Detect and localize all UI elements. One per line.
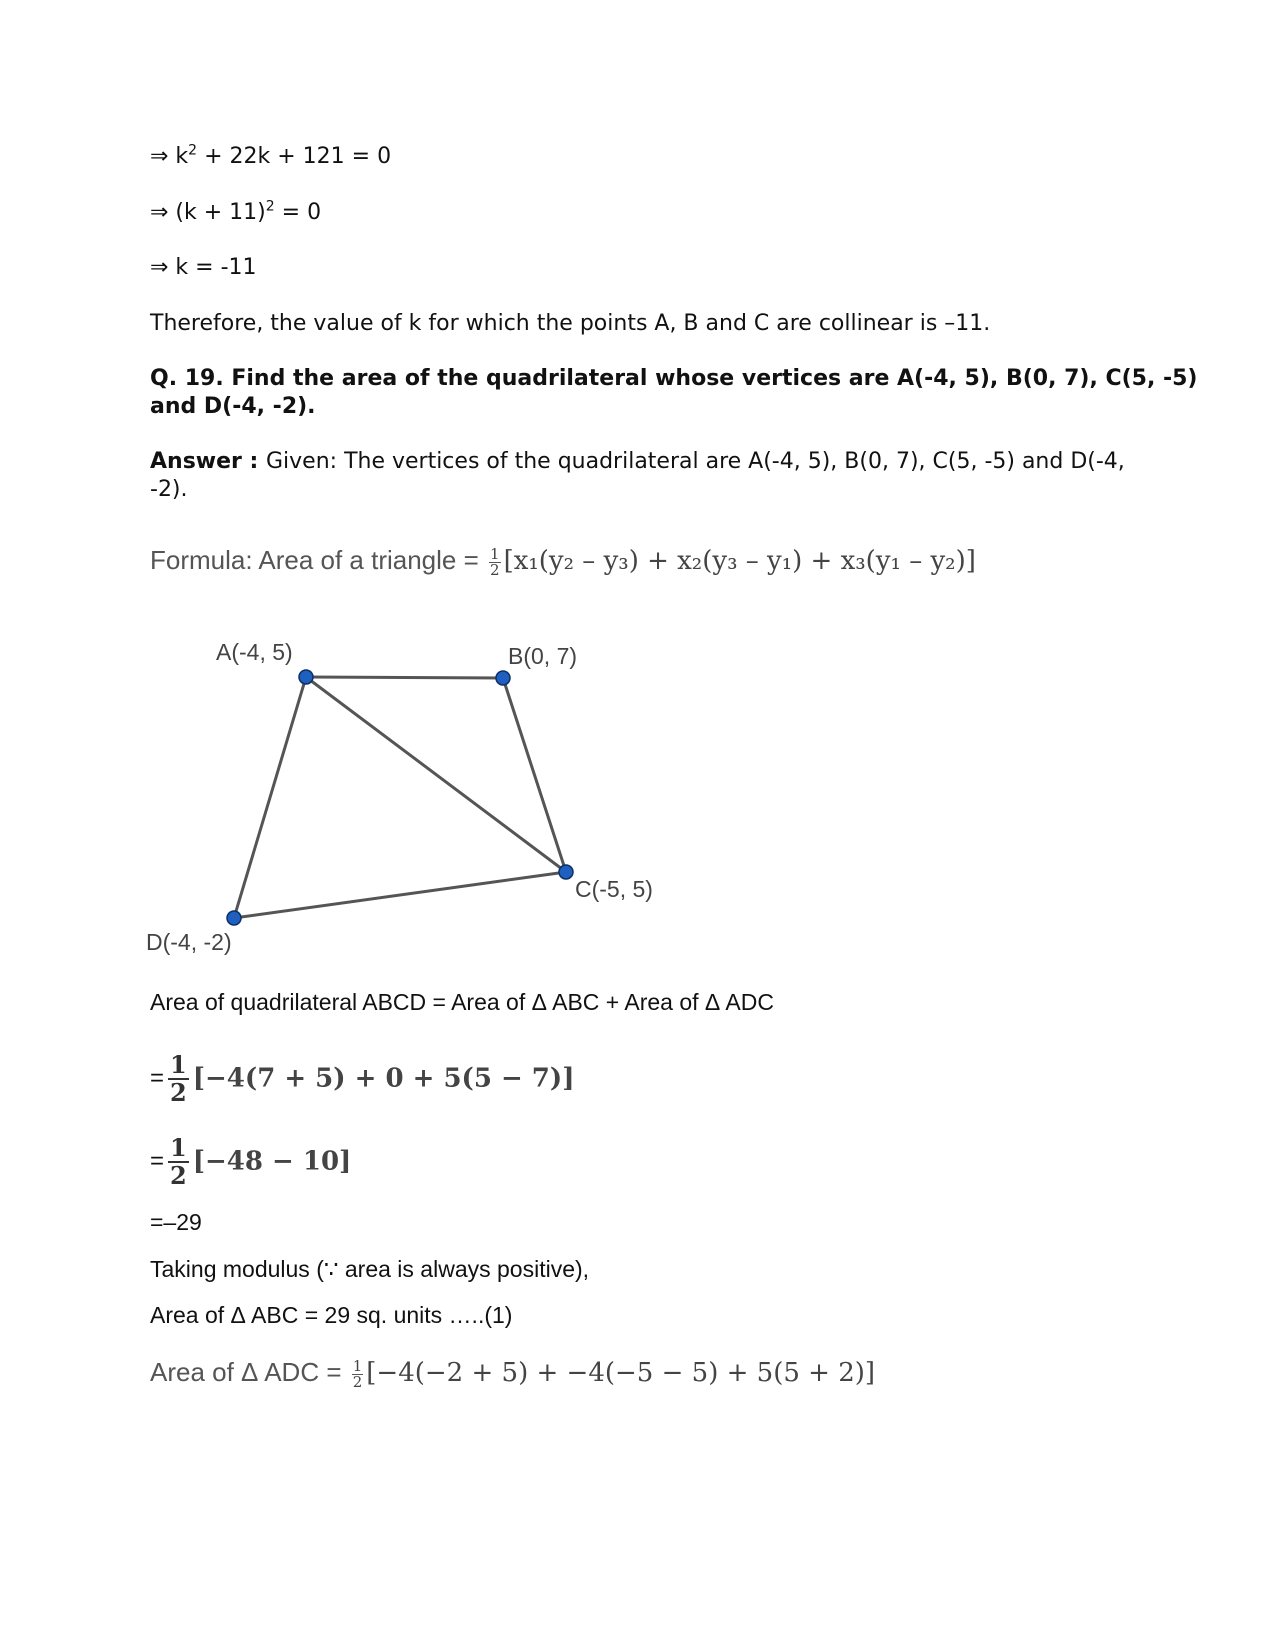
label-d: D(-4, -2) [146,929,232,955]
formula-expression: [x₁(y₂ – y₃) + x₂(y₃ – y₁) + x₃(y₁ – y₂)] [503,546,976,576]
question-line-2: and D(-4, -2). [150,394,316,419]
step-line-1 [150,142,391,172]
equation-adc [150,1350,875,1395]
equation-1-equals: = [150,1064,165,1092]
equation-1-expression: [−4(7 + 5) + 0 + 5(5 − 7)] [192,1063,575,1094]
step-1-rest: + 22k + 121 = 0 [197,144,392,169]
point-d [227,911,241,925]
edge-da [234,677,306,918]
step-2-rest: = 0 [274,200,322,225]
result-abc: Area of Δ ABC = 29 sq. units …..(1) [150,1302,513,1328]
adc-numerator: 1 [352,1356,363,1375]
step-1-text: ⇒ k [150,144,189,169]
formula-prefix: Formula: Area of a triangle = [150,545,487,575]
equation-2-equals: = [150,1147,165,1175]
modulus-text: Taking modulus (∵ area is always positive), [150,1256,590,1282]
edge-cd [234,872,566,918]
equation-2-expression: [−48 − 10] [192,1146,352,1177]
step-1-exponent: 2 [188,142,198,159]
equation-2-denominator: 2 [170,1160,187,1190]
equation-1-denominator: 2 [170,1077,187,1107]
formula-fraction [489,544,501,579]
adc-expression: [−4(−2 + 5) + −4(−5 − 5) + 5(5 + 2)] [366,1358,876,1388]
equation-1-fraction [168,1049,189,1107]
equation-2-numerator: 1 [170,1132,187,1162]
question-line-1: Q. 19. Find the area of the quadrilateral whose vertices are A(-4, 5), B(0, 7), C(5, -5) [150,366,1198,391]
equation-2 [150,1126,351,1196]
step-line-2 [150,198,321,228]
quadrilateral-diagram [140,640,700,970]
equation-2-fraction [168,1132,189,1190]
label-a: A(-4, 5) [216,640,293,665]
edge-ab [306,677,503,678]
adc-denominator: 2 [352,1372,363,1391]
answer-line-2: -2). [150,477,188,502]
answer-line-1 [150,447,1125,477]
formula-fraction-numerator: 1 [490,544,500,563]
point-b [496,671,510,685]
diagram-edges [234,677,566,918]
step-2-exponent: 2 [265,198,275,215]
label-b: B(0, 7) [508,643,578,669]
area-split-text: Area of quadrilateral ABCD = Area of Δ ABC + Area of Δ ADC [150,989,774,1015]
label-c: C(-5, 5) [575,876,653,902]
diagram-points [227,670,573,925]
diagonal-ac [306,677,566,872]
equation-1 [150,1043,575,1113]
formula-line [150,540,976,581]
point-c [559,865,573,879]
step-line-3: ⇒ k = -11 [150,255,257,280]
answer-text: Given: The vertices of the quadrilateral are A(-4, 5), B(0, 7), C(5, -5) and D(-4, [266,449,1125,474]
point-a [299,670,313,684]
equation-1-numerator: 1 [170,1049,187,1079]
step-2-text: ⇒ (k + 11) [150,200,266,225]
adc-fraction [352,1356,364,1391]
edge-bc [503,678,566,872]
adc-prefix: Area of Δ ADC = [150,1357,349,1387]
answer-label: Answer : [150,449,266,474]
formula-fraction-denominator: 2 [490,560,500,579]
conclusion-text: Therefore, the value of k for which the points A, B and C are collinear is –11. [150,311,991,336]
equation-3: =–29 [150,1209,202,1235]
